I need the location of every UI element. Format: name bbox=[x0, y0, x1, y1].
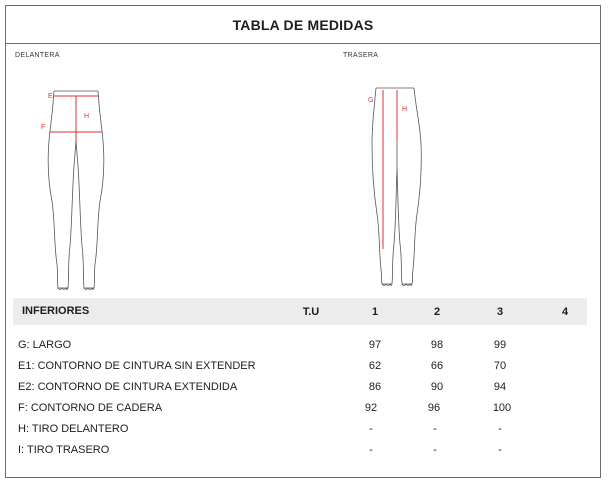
front-view-label: DELANTERA bbox=[15, 52, 60, 59]
header-category: INFERIORES bbox=[22, 305, 90, 317]
row-value: 98 bbox=[430, 339, 444, 351]
header-size-3: 3 bbox=[496, 306, 504, 318]
row-value: 62 bbox=[368, 360, 382, 372]
row-value: - bbox=[433, 444, 437, 456]
row-value: - bbox=[498, 444, 502, 456]
row-label: E1: CONTORNO DE CINTURA SIN EXTENDER bbox=[18, 360, 256, 372]
row-value: - bbox=[369, 444, 373, 456]
row-value: 100 bbox=[492, 402, 512, 414]
row-label: G: LARGO bbox=[18, 339, 72, 351]
marker-h-front: H bbox=[84, 113, 90, 120]
page-title: TABLA DE MEDIDAS bbox=[6, 6, 600, 44]
marker-g-back: G bbox=[368, 97, 374, 104]
marker-f-front: F bbox=[41, 124, 46, 131]
row-value: 92 bbox=[364, 402, 378, 414]
row-label: E2: CONTORNO DE CINTURA EXTENDIDA bbox=[18, 381, 238, 393]
header-size-1: 1 bbox=[371, 306, 379, 318]
row-value: - bbox=[369, 423, 373, 435]
row-label: I: TIRO TRASERO bbox=[18, 444, 110, 456]
row-value: 90 bbox=[430, 381, 444, 393]
row-value: 66 bbox=[430, 360, 444, 372]
header-tu: T.U bbox=[302, 306, 320, 318]
marker-e-front: E bbox=[48, 93, 53, 100]
row-value: - bbox=[498, 423, 502, 435]
header-size-4: 4 bbox=[561, 306, 569, 318]
front-leggings-illustration bbox=[36, 86, 116, 296]
row-label: F: CONTORNO DE CADERA bbox=[18, 402, 163, 414]
header-size-2: 2 bbox=[433, 306, 441, 318]
row-value: 86 bbox=[368, 381, 382, 393]
row-value: 99 bbox=[493, 339, 507, 351]
back-leggings-illustration bbox=[364, 84, 444, 289]
row-label: H: TIRO DELANTERO bbox=[18, 423, 129, 435]
row-value: - bbox=[433, 423, 437, 435]
row-value: 94 bbox=[493, 381, 507, 393]
row-value: 97 bbox=[368, 339, 382, 351]
row-value: 96 bbox=[427, 402, 441, 414]
marker-h-back: H bbox=[402, 106, 408, 113]
back-view-label: TRASERA bbox=[343, 52, 379, 59]
row-value: 70 bbox=[493, 360, 507, 372]
